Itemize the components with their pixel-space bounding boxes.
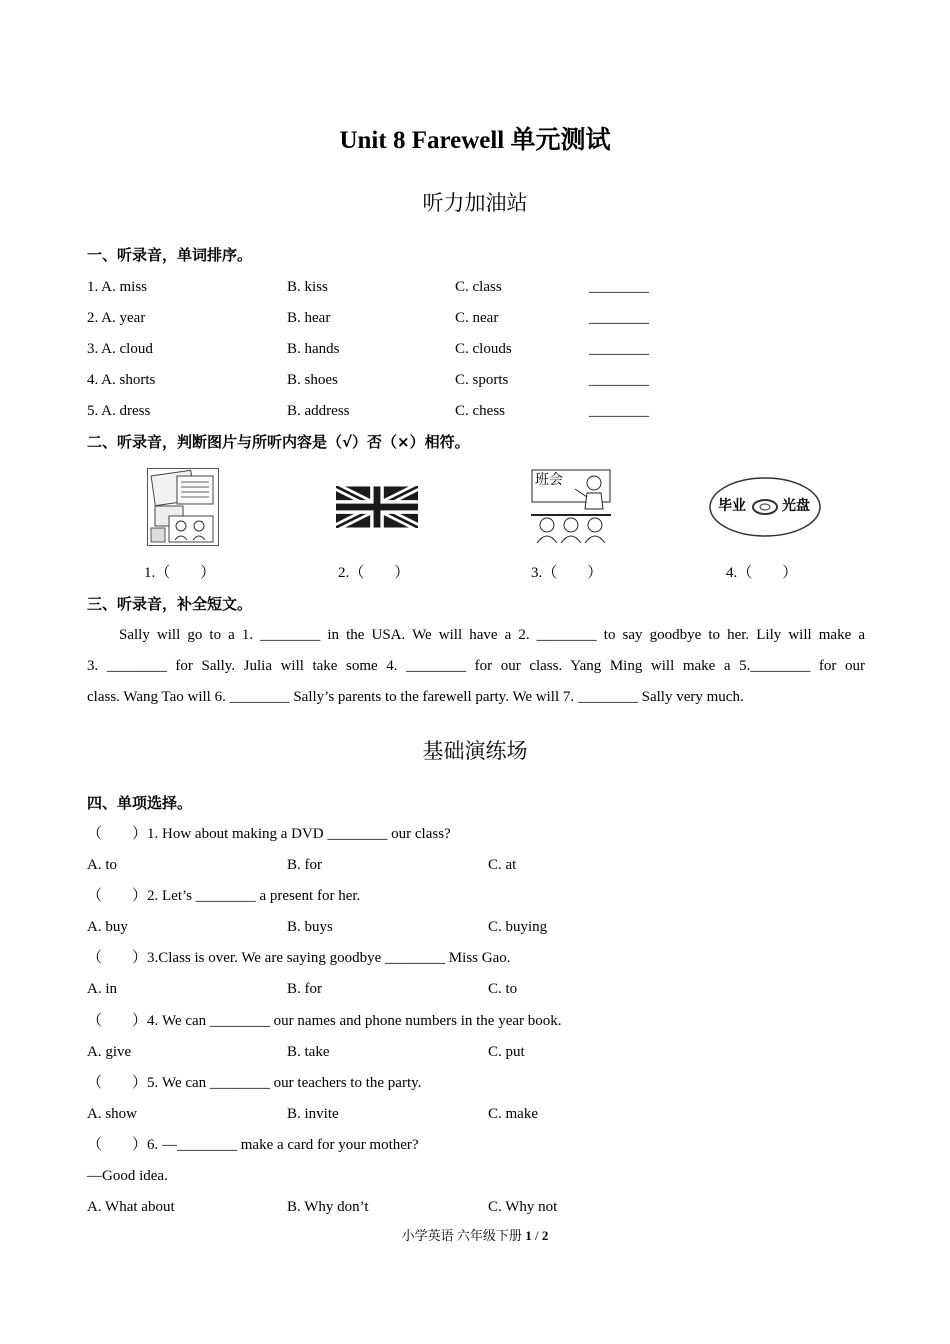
question-5-options: [0, 1102, 950, 1126]
option-a[interactable]: A. show: [87, 1106, 138, 1122]
footer-course: 小学英语 六年级下册: [401, 1228, 526, 1243]
option-c[interactable]: C. Why not: [488, 1199, 558, 1215]
option-b: B. kiss: [287, 279, 328, 295]
question-6-options: [0, 1195, 950, 1219]
option-c[interactable]: C. buying: [488, 919, 548, 935]
option-b[interactable]: B. for: [287, 857, 322, 873]
picture-2-answer[interactable]: 2.（ ）: [338, 565, 410, 581]
basics-section-title: 基础演练场: [422, 739, 528, 763]
option-c: C. near: [455, 310, 499, 326]
class-meeting-text: 班会: [535, 472, 563, 488]
part3-heading: 三、听录音，补全短文。: [87, 595, 253, 613]
option-b[interactable]: B. take: [287, 1044, 330, 1060]
graduation-text-left: 毕业: [718, 498, 746, 514]
option-a[interactable]: A. in: [87, 981, 117, 997]
option-b: B. address: [287, 403, 350, 419]
cloze-line-1: Sally will go to a 1. ________ in the USA. We will have a 2. ________ to say goodbye to her. Lily will make a: [119, 627, 865, 643]
part1-heading: 一、听录音，单词排序。: [87, 246, 253, 264]
cloze-passage: [87, 620, 865, 713]
answer-blank[interactable]: ________: [589, 372, 649, 388]
option-b[interactable]: B. invite: [287, 1106, 339, 1122]
option-a: 5. A. dress: [87, 403, 151, 419]
option-a[interactable]: A. to: [87, 857, 117, 873]
listening-section-title: 听力加油站: [422, 191, 528, 215]
question-5[interactable]: （ ）5. We can ________ our teachers to the party.: [87, 1075, 422, 1091]
document-title: Unit 8 Farewell 单元测试: [339, 127, 611, 154]
footer-page-number: 1: [525, 1228, 532, 1243]
option-a: 4. A. shorts: [87, 372, 156, 388]
option-c: C. sports: [455, 372, 509, 388]
option-b: B. hands: [287, 341, 340, 357]
option-a: 1. A. miss: [87, 279, 148, 295]
question-1-options: [0, 853, 950, 877]
question-3-options: [0, 977, 950, 1001]
option-b[interactable]: B. buys: [287, 919, 333, 935]
graduation-text-right: 光盘: [782, 498, 810, 514]
question-4-options: [0, 1040, 950, 1064]
option-a[interactable]: A. What about: [87, 1199, 175, 1215]
cloze-line-2: 3. ________ for Sally. Julia will take some 4. ________ for our class. Yang Ming will make a 5.________ for our: [87, 658, 865, 674]
question-6[interactable]: （ ）6. —________ make a card for your mother?: [87, 1137, 419, 1153]
answer-blank[interactable]: ________: [589, 279, 649, 295]
picture-4-answer[interactable]: 4.（ ）: [726, 565, 798, 581]
footer-separator: /: [531, 1228, 542, 1243]
part1-row-4: [0, 368, 950, 392]
option-b: B. hear: [287, 310, 331, 326]
graduation-dvd-picture: [709, 477, 821, 537]
option-a[interactable]: A. give: [87, 1044, 132, 1060]
part1-row-1: [0, 275, 950, 299]
class-meeting-picture: [531, 469, 611, 545]
option-c: C. clouds: [455, 341, 512, 357]
part4-heading: 四、单项选择。: [87, 794, 193, 812]
question-1[interactable]: （ ）1. How about making a DVD ________ our class?: [87, 826, 451, 842]
answer-blank[interactable]: ________: [589, 310, 649, 326]
option-c[interactable]: C. at: [488, 857, 517, 873]
page-footer: [0, 1226, 950, 1246]
picture-1-answer[interactable]: 1.（ ）: [144, 565, 216, 581]
question-2-options: [0, 915, 950, 939]
option-a[interactable]: A. buy: [87, 919, 128, 935]
picture-3-answer[interactable]: 3.（ ）: [531, 565, 603, 581]
cloze-line-3: class. Wang Tao will 6. ________ Sally’s parents to the farewell party. We will 7. ________ Sally very much.: [87, 689, 744, 705]
part1-row-3: [0, 337, 950, 361]
part1-row-2: [0, 306, 950, 330]
question-4[interactable]: （ ）4. We can ________ our names and phone numbers in the year book.: [87, 1013, 562, 1029]
footer-page-total: 2: [541, 1228, 549, 1243]
option-c[interactable]: C. to: [488, 981, 518, 997]
option-c[interactable]: C. put: [488, 1044, 525, 1060]
option-a: 3. A. cloud: [87, 341, 153, 357]
option-a: 2. A. year: [87, 310, 146, 326]
option-b[interactable]: B. for: [287, 981, 322, 997]
part1-row-5: [0, 399, 950, 423]
question-3[interactable]: （ ）3.Class is over. We are saying goodbye ________ Miss Gao.: [87, 950, 511, 966]
question-2[interactable]: （ ）2. Let’s ________ a present for her.: [87, 888, 361, 904]
option-c: C. class: [455, 279, 502, 295]
part2-heading: 二、听录音，判断图片与所听内容是（√）否（×）相符。: [87, 433, 470, 451]
option-b: B. shoes: [287, 372, 338, 388]
answer-blank[interactable]: ________: [589, 341, 649, 357]
option-b[interactable]: B. Why don’t: [287, 1199, 369, 1215]
option-c[interactable]: C. make: [488, 1106, 538, 1122]
uk-flag-picture: [336, 486, 418, 528]
question-6-reply: —Good idea.: [87, 1168, 168, 1184]
option-c: C. chess: [455, 403, 505, 419]
photo-album-picture: [147, 468, 219, 546]
answer-blank[interactable]: ________: [589, 403, 649, 419]
